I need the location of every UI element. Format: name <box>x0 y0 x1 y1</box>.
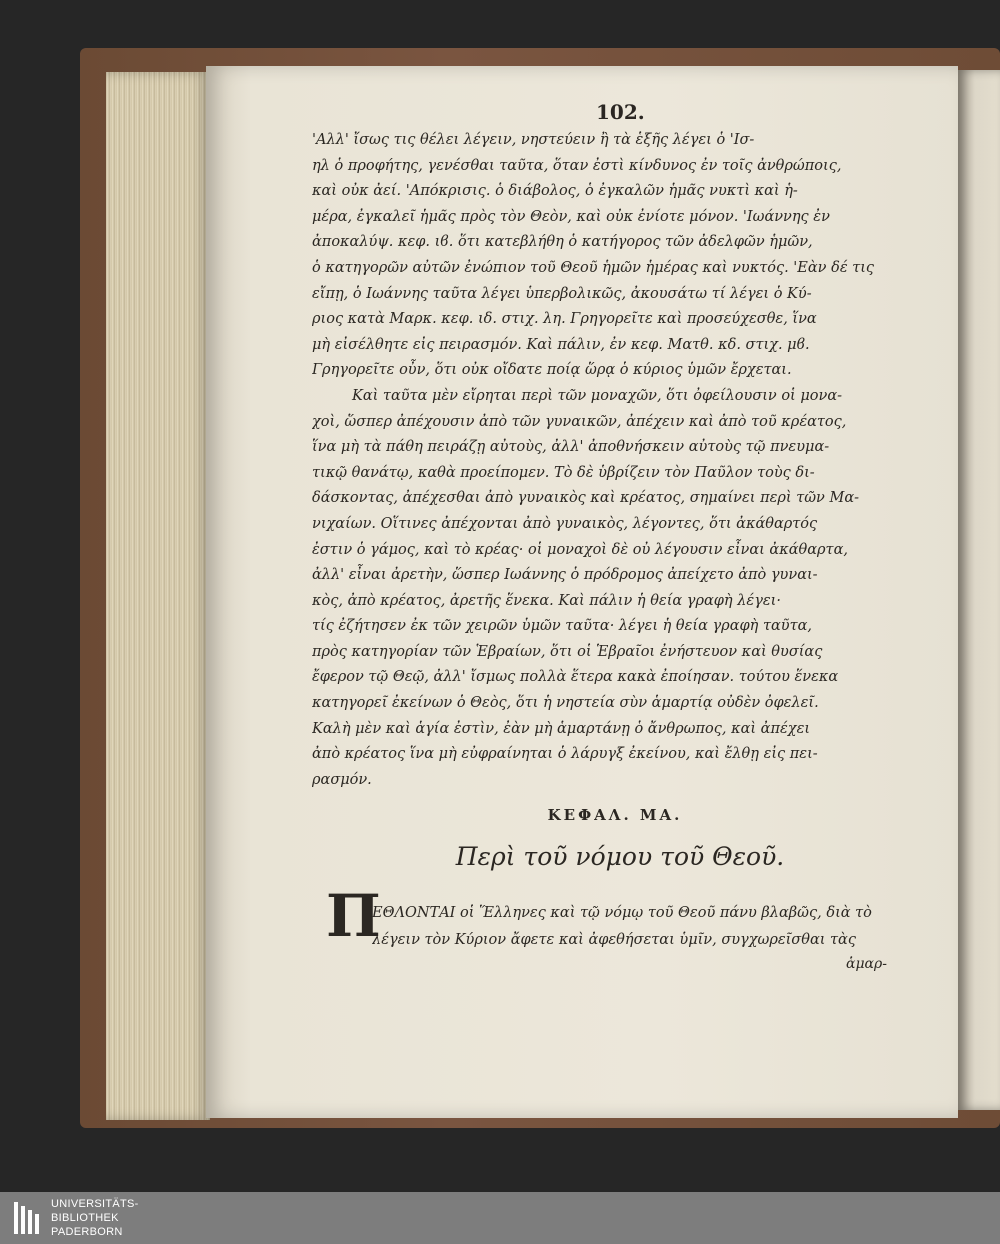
catchword: ἁμαρ- <box>846 956 887 972</box>
page-number: 102. <box>596 100 645 124</box>
text-line: ριος κατὰ Μαρκ. κεφ. ιδ. στιχ. λη. Γρηγορεῖτε καὶ προσεύχεσθε, ἵνα <box>312 311 817 328</box>
library-name[interactable] <box>51 1197 139 1239</box>
text-line: δάσκοντας, ἀπέχεσθαι ἀπὸ γυναικὸς καὶ κρέατος, σημαίνει περὶ τῶν Μα- <box>312 490 860 507</box>
text-line: πρὸς κατηγορίαν τῶν Ἑβραίων, ὅτι οἱ Ἑβραῖοι ἐνήστευον καὶ θυσίας <box>312 643 823 660</box>
text-line: ἐστιν ὁ γάμος, καὶ τὸ κρέας· οἱ μοναχοὶ δὲ οὐ λέγουσιν εἶναι ἀκάθαρτα, <box>312 541 848 558</box>
text-line: ρασμόν. <box>312 771 372 788</box>
text-line: Καὶ ταῦτα μὲν εἴρηται περὶ τῶν μοναχῶν, ὅτι ὀφείλουσιν οἱ μονα- <box>352 387 843 404</box>
text-line: ἀποκαλύψ. κεφ. ιϐ. ὅτι κατεβλήθη ὁ κατήγορος τῶν ἀδελφῶν ἡμῶν, <box>312 234 813 251</box>
chapter-number: ΚΕΦΑΛ. ΜΑ. <box>547 806 683 824</box>
text-line: Καλὴ μὲν καὶ ἁγία ἐστὶν, ἐὰν μὴ ἁμαρτάνῃ ὁ ἄνθρωπος, καὶ ἀπέχει <box>312 720 811 737</box>
text-line: ἀπὸ κρέατος ἵνα μὴ εὐφραίνηται ὁ λάρυγξ ἐκείνου, καὶ ἔλθῃ εἰς πει- <box>312 746 818 763</box>
text-line: νιχαίων. Οἵτινες ἀπέχονται ἀπὸ γυναικὸς, λέγοντες, ὅτι ἀκάθαρτός <box>312 515 818 532</box>
drop-cap: Π <box>326 882 381 950</box>
library-name-line: BIBLIOTHEK <box>51 1212 119 1224</box>
text-line: εἴπῃ, ὁ Ιωάννης ταῦτα λέγει ὑπερβολικῶς, ἀκουσάτω τί λέγει ὁ Κύ- <box>312 285 812 302</box>
text-line: τίς ἐζήτησεν ἐκ τῶν χειρῶν ὑμῶν ταῦτα· λέγει ἡ θεία γραφὴ ταῦτα, <box>312 618 813 635</box>
text-line: καὶ οὐκ ἀεί. 'Απόκρισις. ὁ διάβολος, ὁ ἐγκαλῶν ἡμᾶς νυκτὶ καὶ ἡ- <box>312 183 798 200</box>
body-text <box>312 128 912 793</box>
text-line: μέρα, ἐγκαλεῖ ἡμᾶς πρὸς τὸν Θεὸν, καὶ οὐκ ἐνίοτε μόνον. 'Ιωάννης ἐν <box>312 208 830 225</box>
page-edge-block <box>106 72 210 1120</box>
university-logo-icon <box>12 1200 42 1236</box>
text-line: κατηγορεῖ ἐκείνων ὁ Θεὸς, ὅτι ἡ νηστεία σὺν ἁμαρτίᾳ οὐδὲν ὀφελεῖ. <box>312 695 819 712</box>
text-line: 'Αλλ' ἴσως τις θέλει λέγειν, νηστεύειν ἢ τὰ ἑξῆς λέγει ὁ 'Ισ- <box>312 132 755 148</box>
chapter-opening-text <box>372 900 917 954</box>
text-line: ΕΘΛΟΝΤΑΙ οἱ Ἕλληνες καὶ τῷ νόμῳ τοῦ Θεοῦ πάνυ βλαβῶς, διὰ τὸ <box>372 905 872 921</box>
text-line: λέγειν τὸν Κύριον ἄφετε καὶ ἀφεθήσεται ὑμῖν, συγχωρεῖσθαι τὰς <box>372 932 856 948</box>
text-line: κὸς, ἀπὸ κρέατος, ἀρετῆς ἕνεκα. Καὶ πάλιν ἡ θεία γραφὴ λέγει· <box>312 592 781 609</box>
text-line: μὴ εἰσέλθητε εἰς πειρασμόν. Καὶ πάλιν, ἐν κεφ. Ματθ. κδ. στιχ. μϐ. <box>312 336 810 353</box>
text-line: ἵνα μὴ τὰ πάθη πειράζῃ αὐτοὺς, ἀλλ' ἀποθνήσκειν αὐτοὺς τῷ πνευμα- <box>312 439 830 456</box>
adjacent-page-edge <box>958 70 1000 1110</box>
text-line: ἀλλ' εἶναι ἀρετὴν, ὥσπερ Ιωάννης ὁ πρόδρομος ἀπείχετο ἀπὸ γυναι- <box>312 567 818 584</box>
library-name-line: PADERBORN <box>51 1226 123 1238</box>
text-line: ηλ ὁ προφήτης, γενέσθαι ταῦτα, ὅταν ἐστὶ κίνδυνος ἐν τοῖς ἀνθρώποις, <box>312 157 842 174</box>
text-line: ἔφερον τῷ Θεῷ, ἀλλ' ἴσμως πολλὰ ἕτερα κακὰ ἐποίησαν. τούτου ἕνεκα <box>312 669 839 686</box>
text-line: Γρηγορεῖτε οὖν, ὅτι οὐκ οἴδατε ποίᾳ ὥρᾳ ὁ κύριος ὑμῶν ἔρχεται. <box>312 362 792 379</box>
library-name-line: UNIVERSITÄTS- <box>51 1198 139 1210</box>
text-line: τικῷ θανάτῳ, καθὰ προείπομεν. Τὸ δὲ ὑβρίζειν τὸν Παῦλον τοὺς δι- <box>312 464 815 481</box>
text-line: ὁ κατηγορῶν αὐτῶν ἐνώπιον τοῦ Θεοῦ ἡμῶν ἡμέρας καὶ νυκτός. 'Εὰν δέ τις <box>312 259 875 276</box>
footer-bar <box>0 1192 1000 1244</box>
text-line: χοὶ, ὥσπερ ἀπέχουσιν ἀπὸ τῶν γυναικῶν, ἀπέχειν καὶ ἀπὸ τοῦ κρέατος, <box>312 413 847 430</box>
chapter-title: Περὶ τοῦ νόμου τοῦ Θεοῦ. <box>455 842 785 871</box>
